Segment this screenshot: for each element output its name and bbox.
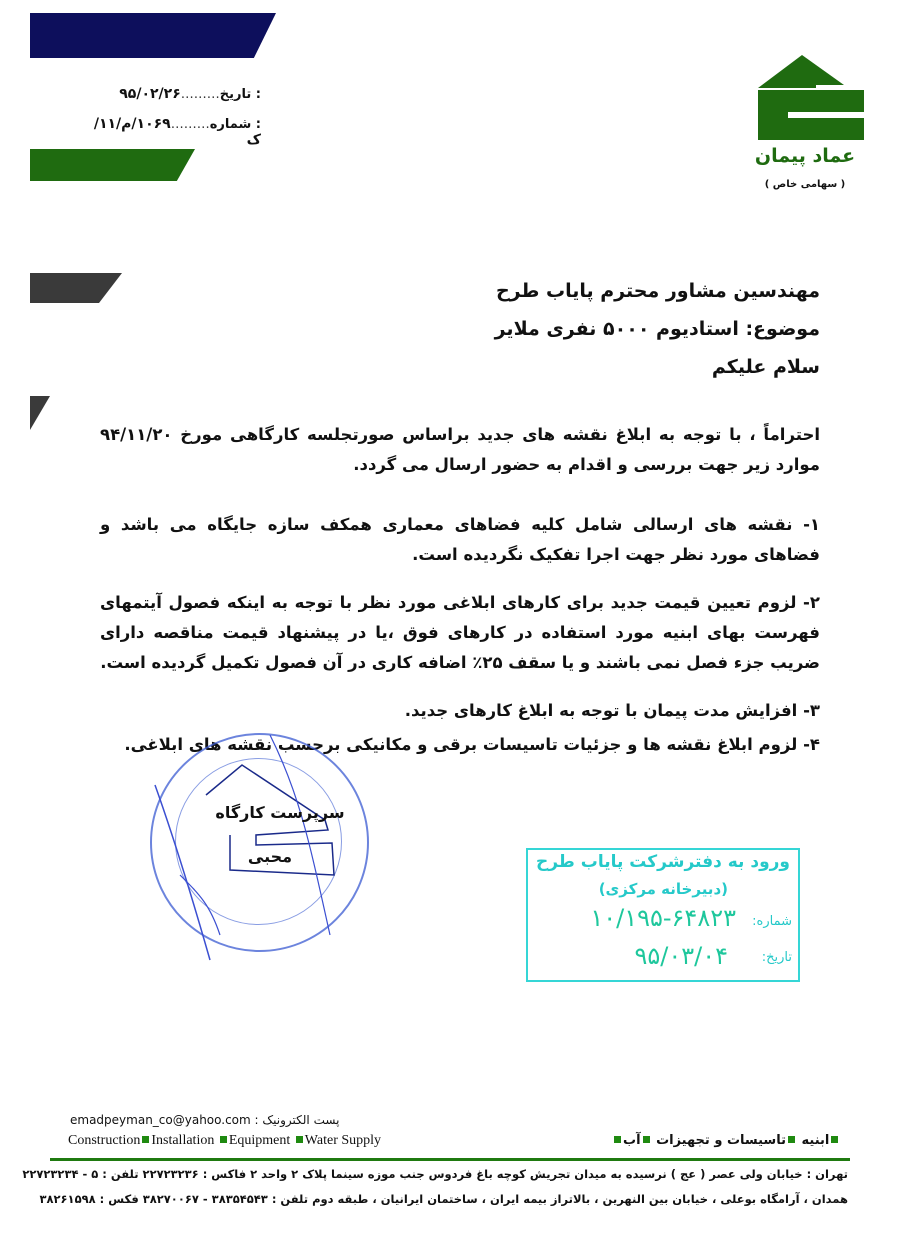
fold-mark-triangle xyxy=(30,396,50,430)
received-number-label: شماره: xyxy=(752,914,792,929)
received-stamp xyxy=(526,848,800,982)
service-en: Equipment xyxy=(228,1133,291,1148)
services-english xyxy=(68,1133,381,1149)
letter-recipient: مهندسین مشاور محترم پایاب طرح xyxy=(495,280,820,302)
header-green-bar xyxy=(30,149,195,181)
email-address[interactable]: emadpeyman_co@yahoo.com xyxy=(70,1113,251,1127)
fold-mark-bar xyxy=(30,273,122,303)
service-fa: تاسیسات و تجهیزات xyxy=(656,1133,786,1148)
received-stamp-title: ورود به دفترشرکت پایاب طرح xyxy=(535,852,790,872)
service-en: Installation xyxy=(151,1133,215,1148)
company-subtitle: ( سهامی خاص ) xyxy=(764,179,846,190)
date-label: : تاریخ xyxy=(219,87,261,102)
letter-item-4: ۴- لزوم ابلاغ نقشه ها و جزئیات تاسیسات برقی و مکانیکی برحسب نقشه های ابلاغی. xyxy=(124,735,820,754)
services-persian xyxy=(612,1133,840,1148)
letter-intro: احتراماً ، با توجه به ابلاغ نقشه های جدید براساس صورتجلسه کارگاهی مورخ ۹۴/۱۱/۲۰ موارد زیر جهت بررسی و اقدام به حضور ارسال می گردد. xyxy=(100,425,820,474)
company-name: عماد پیمان xyxy=(754,145,856,167)
received-stamp-subtitle: (دبیرخانه مرکزی) xyxy=(598,880,728,898)
header-blue-bar xyxy=(30,13,276,58)
received-date-label: تاریخ: xyxy=(761,950,792,965)
letter-item-3: ۳- افزایش مدت پیمان با توجه به ابلاغ کارهای جدید. xyxy=(404,701,820,720)
number-label: : شماره xyxy=(209,117,261,132)
letter-item-1: ۱- نقشه های ارسالی شامل کلیه فضاهای معماری همکف سازه جایگاه می باشد و فضاهای مورد نظر جهت اجرا تفکیک نگردیده است. xyxy=(100,515,820,564)
letter-date: : تاریخ………۹۵/۰۲/۲۶ xyxy=(119,86,261,102)
address-hamedan: همدان ، آرامگاه بوعلی ، خیابان بین النهرین ، بالاتراز بیمه ایران ، ساختمان ایرانیان ، طبقه دوم تلفن : ۳۸۳۵۴۵۴۳ - ۳۸۲۷۰۰۶۷ فکس : ۳۸۲۶۱۵۹۸ xyxy=(39,1192,848,1206)
letter-item-2: ۲- لزوم تعیین قیمت جدید برای کارهای ابلاغی مورد نظر با توجه به اینکه فصول آیتمهای فهرست بهای ابنیه مورد استفاده در کارهای فوق ،یا در پیشنهاد قیمت مناقصه دارای ضریب جزء فصل نمی باشند و یا سقف ۲۵٪ اضافه کاری در آن فصول تکمیل گردیده است. xyxy=(100,593,820,672)
email-label: پست الکترونیک : xyxy=(254,1113,340,1127)
address-tehran: تهران : خیابان ولی عصر ( عج ) نرسیده به میدان تجریش کوچه باغ فردوس جنب موزه سینما پلاک ۲ واحد ۲ فاکس : ۲۲۷۲۳۲۳۶ تلفن : ۵ - ۲۲۷۲۳۲۳۴ xyxy=(22,1167,848,1181)
service-fa: ابنیه xyxy=(801,1133,830,1148)
footer-email xyxy=(70,1113,339,1127)
signature-title: سرپرست کارگاه xyxy=(215,803,345,822)
signature-name: محبی xyxy=(247,847,293,866)
received-number-value: ۱۰/۱۹۵-۶۴۸۲۳ xyxy=(590,904,736,932)
letter-subject: موضوع: استادیوم ۵۰۰۰ نفری ملایر xyxy=(494,318,820,340)
bullet-square-icon xyxy=(296,1136,303,1143)
date-value: ۹۵/۰۲/۲۶ xyxy=(119,86,181,102)
letter-number: : شماره………۱۰۶۹/م/۱۱/ک xyxy=(93,116,261,148)
letter-greeting: سلام علیکم xyxy=(711,356,820,378)
bullet-square-icon xyxy=(788,1136,795,1143)
number-value: ۱۰۶۹/م/۱۱/ک xyxy=(93,116,261,148)
bullet-square-icon xyxy=(614,1136,621,1143)
footer-divider xyxy=(50,1158,850,1161)
bullet-square-icon xyxy=(142,1136,149,1143)
service-en: Water Supply xyxy=(304,1133,382,1148)
bullet-square-icon xyxy=(643,1136,650,1143)
received-date-value: ۹۵/۰۳/۰۴ xyxy=(634,942,728,970)
bullet-square-icon xyxy=(220,1136,227,1143)
service-en: Construction xyxy=(68,1133,141,1148)
bullet-square-icon xyxy=(831,1136,838,1143)
company-logo-icon xyxy=(758,55,864,145)
service-fa: آب xyxy=(623,1133,641,1148)
